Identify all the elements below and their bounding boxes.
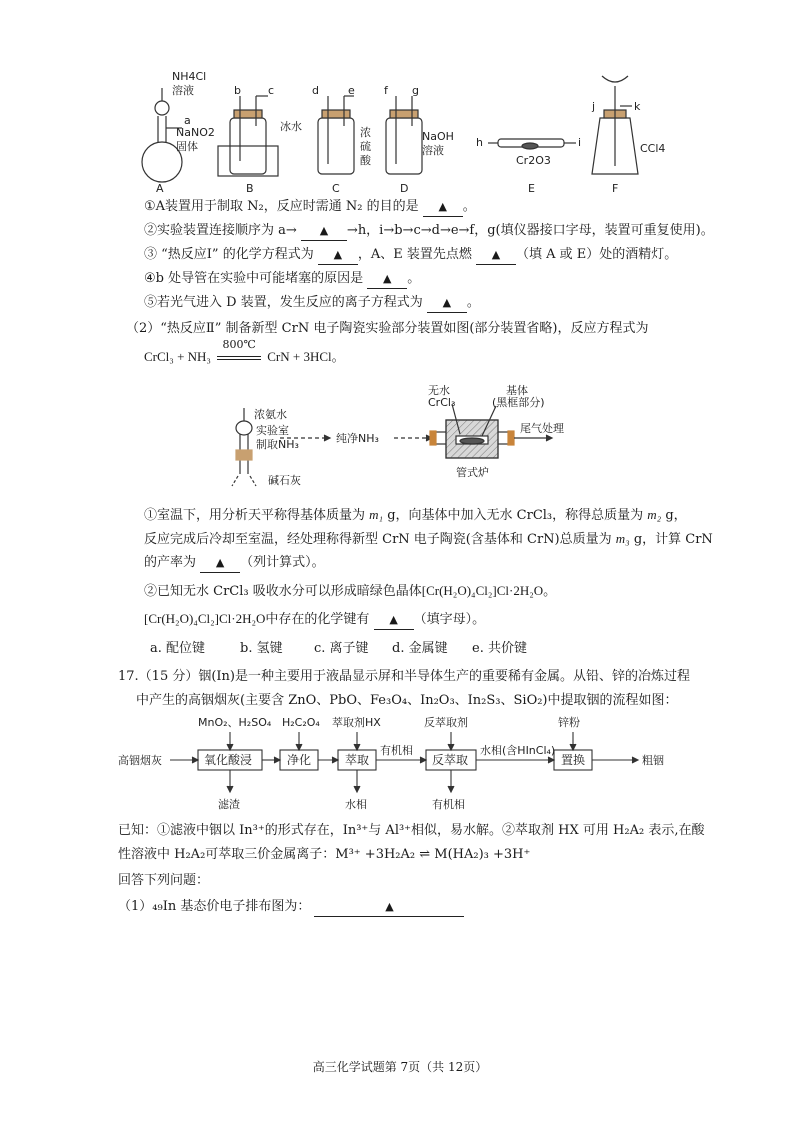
flow-input-3: 萃取剂HX bbox=[332, 716, 381, 729]
label-ammonia: 浓氨水 bbox=[254, 408, 287, 421]
flow-input-5: 锌粉 bbox=[558, 716, 580, 729]
port-e: e bbox=[348, 84, 355, 97]
label-nano2-solid: 固体 bbox=[176, 140, 198, 153]
letter-c: C bbox=[332, 182, 340, 195]
option-c: c. 离子键 bbox=[314, 641, 369, 656]
q16-1-item3: ③ “热反应Ⅰ” 的化学方程式为 ▲ ，A、E 装置先点燃 ▲ （填 A 或 E）处的酒精灯。 bbox=[144, 246, 677, 265]
label-nh4cl: NH4Cl bbox=[172, 70, 207, 83]
q16-2-equation: CrCl₃ + NH₃ 800℃ CrN + 3HCl。 bbox=[144, 338, 345, 364]
label-ccl4: CCl4 bbox=[640, 142, 666, 155]
port-b: b bbox=[234, 84, 241, 97]
apparatus-figure bbox=[130, 66, 670, 196]
label-ice-water: 冰水 bbox=[280, 120, 302, 133]
page-footer: 高三化学试题第 7页（共 12页） bbox=[312, 1060, 488, 1074]
label-tail-gas: 尾气处理 bbox=[520, 422, 564, 435]
flow-mid-aqueous: 水相(含HInCl₄) bbox=[480, 744, 556, 757]
port-d: d bbox=[312, 84, 319, 97]
label-naoh-sol: 溶液 bbox=[422, 144, 444, 157]
flow-end: 粗铟 bbox=[642, 754, 664, 767]
port-k: k bbox=[634, 100, 641, 113]
flow-step-back-extract: 反萃取 bbox=[432, 753, 469, 767]
flow-input-2: H₂C₂O₄ bbox=[282, 716, 320, 729]
flow-out-aqueous: 水相 bbox=[345, 798, 367, 811]
furnace-diagram bbox=[220, 384, 610, 496]
label-nano2: NaNO2 bbox=[176, 126, 215, 139]
label-h2so4-2: 硫 bbox=[360, 140, 371, 153]
label-soda-lime: 碱石灰 bbox=[268, 474, 301, 487]
q16-1-item5: ⑤若光气进入 D 装置，发生反应的离子方程式为 ▲ 。 bbox=[144, 294, 480, 313]
letter-e: E bbox=[528, 182, 535, 195]
q17-head2: 中产生的高铟烟灰(主要含 ZnO、PbO、Fe₃O₄、In₂O₃、In₂S₃、SiO₂)中提取铟的流程如图： bbox=[136, 693, 678, 708]
flow-step-extract: 萃取 bbox=[345, 753, 370, 767]
flow-input-1: MnO₂、H₂SO₄ bbox=[198, 716, 272, 729]
label-crcl3: CrCl₃ bbox=[428, 396, 456, 409]
q17-known1: 已知：①滤液中铟以 In³⁺的形式存在，In³⁺与 Al³⁺相似，易水解。②萃取剂 HX 可用 H₂A₂ 表示,在酸 bbox=[118, 823, 705, 838]
eq-condition: 800℃ bbox=[222, 338, 256, 351]
port-h: h bbox=[476, 136, 483, 149]
q16-2-sub1-line1: ①室温下，用分析天平称得基体质量为 m₁ g，向基体中加入无水 CrCl₃，称得总质量为 m₂ g， bbox=[144, 507, 687, 523]
port-f: f bbox=[384, 84, 388, 97]
port-i: i bbox=[578, 136, 582, 149]
q17-head: 17.（15 分）铟(In)是一种主要用于液晶显示屏和半导体生产的重要稀有金属。从铅、锌的冶炼过程 bbox=[118, 669, 691, 684]
label-h2so4-1: 浓 bbox=[360, 126, 371, 139]
flow-step-oxidative-leach: 氧化酸浸 bbox=[204, 753, 253, 767]
q17-q1: （1）₄₉In 基态价电子排布图为： ▲ bbox=[118, 898, 464, 917]
label-lab: 实验室 bbox=[256, 424, 289, 437]
q16-2-options bbox=[150, 640, 527, 658]
q16-1-item1: ①A装置用于制取 N₂，反应时需通 N₂ 的目的是 ▲ 。 bbox=[144, 198, 476, 217]
label-substrate: 基体 bbox=[506, 384, 528, 397]
label-anhydrous: 无水 bbox=[428, 384, 450, 397]
flow-out-organic: 有机相 bbox=[432, 798, 465, 811]
port-j: j bbox=[592, 100, 596, 113]
label-nh4cl-sol: 溶液 bbox=[172, 84, 194, 97]
label-pure-nh3: 纯净NH₃ bbox=[336, 432, 379, 445]
label-lab-nh3: 制取NH₃ bbox=[256, 438, 299, 451]
process-flowchart bbox=[118, 714, 698, 814]
label-port-a: a bbox=[184, 114, 191, 127]
label-cr2o3: Cr2O3 bbox=[516, 154, 551, 167]
q17-answer: 回答下列问题： bbox=[118, 873, 210, 888]
q16-2-intro: （2）“热反应Ⅱ” 制备新型 CrN 电子陶瓷实验部分装置如图(部分装置省略)，反应方程式为 bbox=[126, 321, 649, 336]
flow-out-residue: 滤渣 bbox=[218, 798, 240, 811]
flow-start: 高铟烟灰 bbox=[118, 754, 162, 767]
port-c: c bbox=[268, 84, 275, 97]
option-e: e. 共价键 bbox=[472, 641, 527, 656]
option-b: b. 氢键 bbox=[240, 641, 283, 656]
label-h2so4-3: 酸 bbox=[360, 154, 371, 167]
q16-2-sub1-line2: 反应完成后冷却至室温，经处理称得新型 CrN 电子陶瓷(含基体和 CrN)总质量为 m₃ g，计算 CrN bbox=[144, 531, 713, 547]
letter-a: A bbox=[156, 182, 164, 195]
letter-f: F bbox=[612, 182, 619, 195]
port-g: g bbox=[412, 84, 419, 97]
flow-step-replace: 置换 bbox=[561, 753, 586, 767]
q16-2-sub2-line1: ②已知无水 CrCl₃ 吸收水分可以形成暗绿色晶体[Cr(H₂O)₄Cl₂]Cl·2H₂O。 bbox=[144, 583, 557, 599]
flow-input-4: 反萃取剂 bbox=[424, 716, 468, 729]
q16-1-item2: ②实验装置连接顺序为 a→ ▲ →h，i→b→c→d→e→f，g(填仪器接口字母，装置可重复使用)。 bbox=[144, 222, 714, 241]
option-d: d. 金属键 bbox=[392, 641, 448, 656]
option-a: a. 配位键 bbox=[150, 641, 206, 656]
label-naoh: NaOH bbox=[422, 130, 454, 143]
flow-mid-organic: 有机相 bbox=[380, 744, 413, 757]
label-black-frame: (黑框部分) bbox=[492, 396, 545, 409]
label-tube-furnace: 管式炉 bbox=[456, 466, 489, 479]
flow-step-purify: 净化 bbox=[287, 753, 312, 767]
letter-b: B bbox=[246, 182, 254, 195]
letter-d: D bbox=[400, 182, 409, 195]
q16-2-sub1-line3: 的产率为 ▲ （列计算式）。 bbox=[144, 554, 325, 573]
q16-1-item4: ④b 处导管在实验中可能堵塞的原因是 ▲ 。 bbox=[144, 270, 420, 289]
q17-known2: 性溶液中 H₂A₂可萃取三价金属离子：M³⁺ +3H₂A₂ ⇌ M(HA₂)₃ +3H⁺ bbox=[118, 847, 531, 862]
q16-2-sub2-line2: [Cr(H₂O)₄Cl₂]Cl·2H₂O中存在的化学键有 ▲ （填字母）。 bbox=[144, 610, 485, 630]
